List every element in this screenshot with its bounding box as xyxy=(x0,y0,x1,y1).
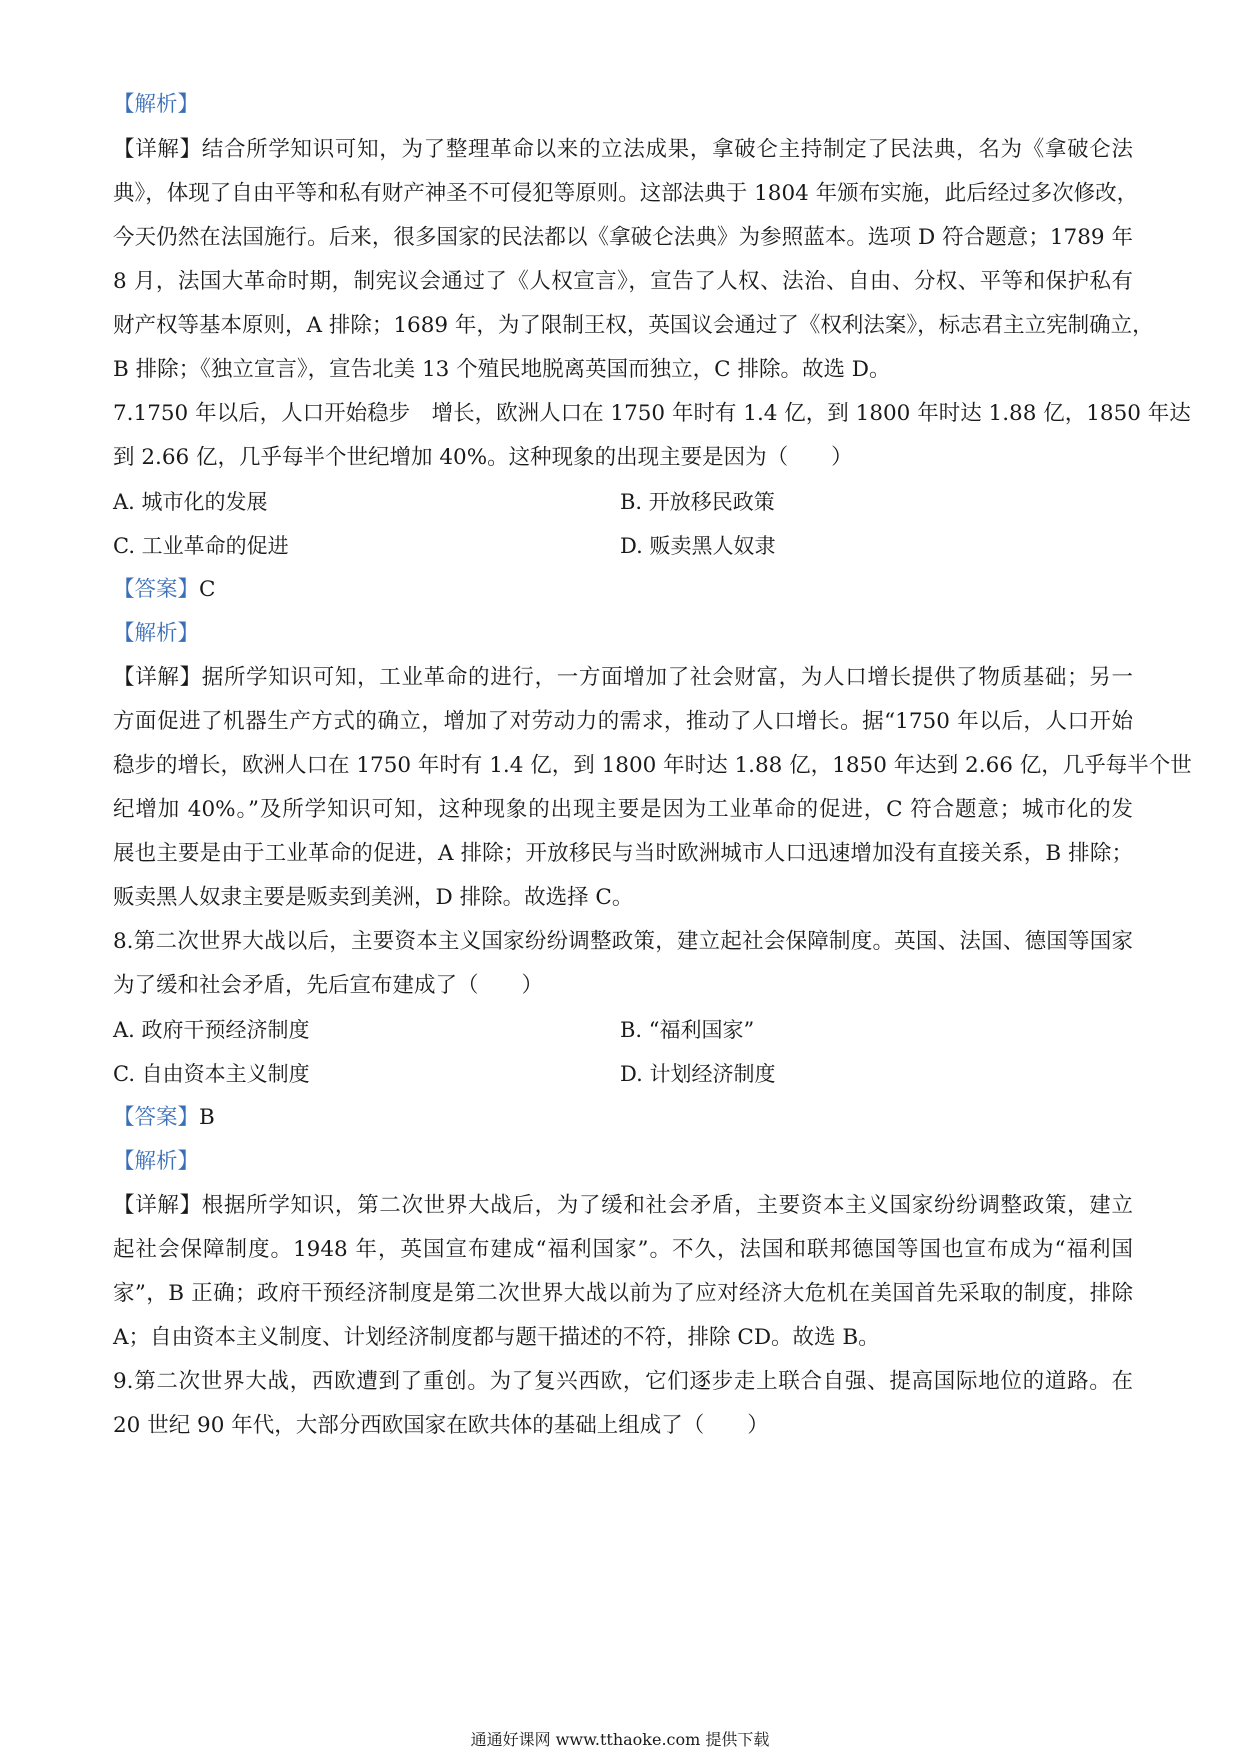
option-c: C. 自由资本主义制度 xyxy=(113,1062,310,1086)
page-footer: 通通好课网 www.tthaoke.com 提供下载 xyxy=(470,1730,770,1749)
answer-tag: 【答案】 xyxy=(113,1105,200,1130)
detail-line: 8 月，法国大革命时期，制宪议会通过了《人权宣言》，宣告了人权、法治、自由、分权、平等和保护私有 xyxy=(113,269,1133,294)
detail-line: A；自由资本主义制度、计划经济制度都与题干描述的不符，排除 CD。故选 B。 xyxy=(113,1325,880,1350)
detail-line: B 排除；《独立宣言》，宣告北美 13 个殖民地脱离英国而独立，C 排除。故选 D。 xyxy=(113,357,891,382)
option-b: B. 开放移民政策 xyxy=(620,490,775,514)
analysis-tag: 【解析】 xyxy=(113,621,200,646)
option-d: D. 贩卖黑人奴隶 xyxy=(620,534,776,558)
detail-tag: 【详解】 xyxy=(113,1193,202,1218)
detail-line xyxy=(113,1191,1133,1221)
detail-line: 今天仍然在法国施行。后来，很多国家的民法都以《拿破仑法典》为参照蓝本。选项 D 符合题意；1789 年 xyxy=(113,225,1133,250)
option-a: A. 政府干预经济制度 xyxy=(113,1018,310,1042)
analysis-tag: 【解析】 xyxy=(113,92,200,117)
question-8-stem: 为了缓和社会矛盾，先后宣布建成了（ ） xyxy=(113,973,544,998)
detail-line: 展也主要是由于工业革命的促进，A 排除；开放移民与当时欧洲城市人口迅速增加没有直接关系，B 排除； xyxy=(113,841,1133,866)
option-d: D. 计划经济制度 xyxy=(620,1062,776,1086)
detail-line: 起社会保障制度。1948 年，英国宣布建成“福利国家”。不久，法国和联邦德国等国也宣布成为“福利国 xyxy=(113,1237,1133,1262)
answer-value: C xyxy=(199,577,216,602)
detail-line: 【详解】结合所学知识可知，为了整理革命以来的立法成果，拿破仑主持制定了民法典，名为《拿破仑法 xyxy=(113,137,1133,162)
detail-text: 据所学知识可知，工业革命的进行，一方面增加了社会财富，为人口增长提供了物质基础；另一 xyxy=(201,665,1133,690)
detail-line xyxy=(113,663,1133,693)
answer-value: B xyxy=(199,1105,215,1130)
question-9-stem: 20 世纪 90 年代，大部分西欧国家在欧共体的基础上组成了（ ） xyxy=(113,1413,769,1438)
option-b: B. “福利国家” xyxy=(620,1018,755,1042)
detail-line: 方面促进了机器生产方式的确立，增加了对劳动力的需求，推动了人口增长。据“1750 年以后，人口开始 xyxy=(113,709,1133,734)
question-8-stem: 8.第二次世界大战以后，主要资本主义国家纷纷调整政策，建立起社会保障制度。英国、法国、德国等国家 xyxy=(113,929,1133,954)
question-7-stem: 7.1750 年以后，人口开始稳步 增长，欧洲人口在 1750 年时有 1.4 亿，到 1800 年时达 1.88 亿，1850 年达 xyxy=(113,401,1191,426)
question-9-stem: 9.第二次世界大战，西欧遭到了重创。为了复兴西欧，它们逐步走上联合自强、提高国际地位的道路。在 xyxy=(113,1369,1133,1394)
detail-line: 家”，B 正确；政府干预经济制度是第二次世界大战以前为了应对经济大危机在美国首先采取的制度，排除 xyxy=(113,1281,1133,1306)
detail-text: 根据所学知识，第二次世界大战后，为了缓和社会矛盾，主要资本主义国家纷纷调整政策，建立 xyxy=(201,1193,1133,1218)
answer-tag: 【答案】 xyxy=(113,577,200,602)
detail-line: 财产权等基本原则，A 排除；1689 年，为了限制王权，英国议会通过了《权利法案》，标志君主立宪制确立， xyxy=(113,313,1154,338)
answer-line xyxy=(113,1103,1133,1133)
analysis-tag: 【解析】 xyxy=(113,1149,200,1174)
option-a: A. 城市化的发展 xyxy=(113,490,268,514)
option-c: C. 工业革命的促进 xyxy=(113,534,289,558)
answer-line xyxy=(113,575,1133,605)
detail-line: 纪增加 40%。”及所学知识可知，这种现象的出现主要是因为工业革命的促进，C 符合题意；城市化的发 xyxy=(113,797,1133,822)
question-7-stem: 到 2.66 亿，几乎每半个世纪增加 40%。这种现象的出现主要是因为（ ） xyxy=(113,445,853,470)
detail-tag: 【详解】 xyxy=(113,665,202,690)
detail-line: 典》，体现了自由平等和私有财产神圣不可侵犯等原则。这部法典于 1804 年颁布实施，此后经过多次修改， xyxy=(113,181,1139,206)
detail-line: 贩卖黑人奴隶主要是贩卖到美洲，D 排除。故选择 C。 xyxy=(113,885,634,910)
detail-line: 稳步的增长，欧洲人口在 1750 年时有 1.4 亿，到 1800 年时达 1.88 亿，1850 年达到 2.66 亿，几乎每半个世 xyxy=(113,753,1192,778)
